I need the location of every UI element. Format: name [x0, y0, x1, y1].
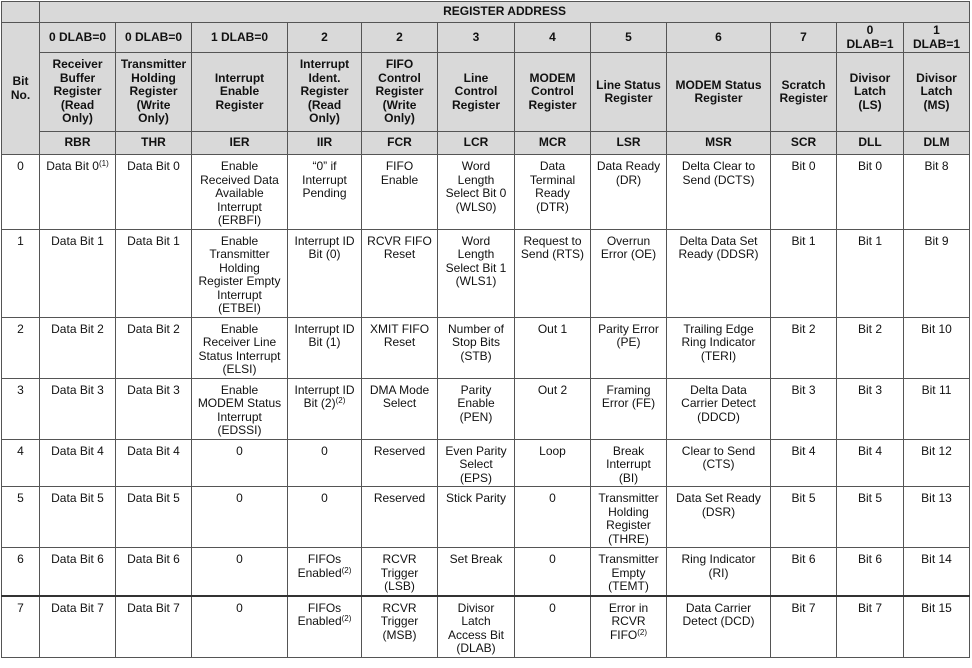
- register-address: 1 DLAB=1: [904, 23, 970, 53]
- cell-text: 0: [549, 491, 556, 505]
- table-cell: [837, 317, 904, 378]
- table-cell: [40, 548, 116, 596]
- table-cell: [192, 596, 288, 658]
- table-cell: [667, 596, 771, 658]
- table-cell: [515, 439, 591, 487]
- table-cell: [904, 229, 970, 317]
- abbreviation-row: [2, 132, 970, 155]
- table-cell: [667, 155, 771, 230]
- table-cell: [904, 378, 970, 439]
- register-name: Interrupt Enable Register: [192, 53, 288, 132]
- cell-text: Bit 2: [791, 321, 816, 336]
- table-cell: [438, 548, 515, 596]
- cell-text: Data Bit 3: [127, 382, 180, 397]
- cell-text: Enable Received Data Available Interrupt (ERBFI): [200, 159, 279, 227]
- cell-text: Bit 11: [921, 382, 952, 397]
- cell-text: FIFOs Enabled: [297, 552, 342, 580]
- table-cell: [362, 548, 438, 596]
- cell-text: Parity Enable (PEN): [457, 382, 495, 424]
- cell-text: Bit 0: [857, 159, 882, 173]
- cell-text: Bit 0: [791, 159, 816, 173]
- table-cell: [116, 229, 192, 317]
- table-cell: [288, 155, 362, 230]
- table-cell: [288, 548, 362, 596]
- register-table: [1, 1, 970, 658]
- table-cell: [667, 378, 771, 439]
- cell-text: FIFO Enable: [380, 159, 419, 187]
- table-cell: [40, 596, 116, 658]
- table-cell: [192, 378, 288, 439]
- cell-text: Data Bit 6: [127, 552, 180, 566]
- cell-text: Data Bit 4: [127, 443, 180, 458]
- cell-text: Data Ready (DR): [596, 159, 661, 187]
- table-row: [2, 548, 970, 596]
- register-address-title: REGISTER ADDRESS: [40, 2, 970, 23]
- table-cell: [837, 596, 904, 658]
- cell-text: Data Set Ready (DSR): [676, 491, 761, 519]
- cell-text: Bit 10: [921, 321, 952, 336]
- cell-text: 0: [236, 443, 243, 458]
- cell-text: Bit 1: [791, 233, 816, 248]
- cell-text: Bit 4: [791, 443, 816, 458]
- cell-text: RCVR Trigger (MSB): [380, 600, 419, 642]
- table-cell: [192, 439, 288, 487]
- cell-text: Data Bit 3: [51, 382, 104, 397]
- table-cell: [771, 155, 837, 230]
- cell-text: Out 2: [537, 382, 568, 397]
- register-abbreviation: SCR: [771, 132, 837, 155]
- table-cell: [116, 548, 192, 596]
- footnote-marker: (2): [341, 614, 352, 623]
- cell-text: Bit 3: [791, 382, 816, 397]
- table-cell: [362, 487, 438, 548]
- cell-text: Framing Error (FE): [601, 382, 656, 410]
- bit-number-cell: 1: [2, 229, 40, 317]
- table-cell: [116, 155, 192, 230]
- title-row: [2, 2, 970, 23]
- cell-text: Interrupt ID Bit (2): [294, 382, 355, 410]
- table-cell: [288, 596, 362, 658]
- table-cell: [40, 155, 116, 230]
- cell-text: Enable MODEM Status Interrupt (EDSSI): [197, 382, 282, 437]
- bit-number-cell: 4: [2, 439, 40, 487]
- register-name: MODEM Control Register: [515, 53, 591, 132]
- cell-text: Data Bit 5: [51, 491, 104, 505]
- cell-text: 0: [549, 600, 556, 615]
- table-cell: [362, 317, 438, 378]
- register-address: 2: [288, 23, 362, 53]
- register-name: MODEM Status Register: [667, 53, 771, 132]
- cell-text: Reserved: [373, 443, 426, 458]
- cell-text: “0” if Interrupt Pending: [302, 159, 347, 200]
- table-cell: [288, 487, 362, 548]
- table-row: [2, 487, 970, 548]
- cell-text: Enable Transmitter Holding Register Empty Interrupt (ETBEI): [198, 233, 281, 315]
- cell-text: Parity Error (PE): [598, 321, 659, 349]
- cell-text: Bit 5: [857, 491, 882, 505]
- table-cell: [438, 487, 515, 548]
- cell-text: Data Bit 0: [127, 159, 180, 173]
- table-cell: [116, 439, 192, 487]
- table-cell: [116, 487, 192, 548]
- bit-number-cell: 2: [2, 317, 40, 378]
- cell-text: Error in RCVR FIFO: [608, 600, 649, 642]
- table-row: [2, 378, 970, 439]
- cell-text: Interrupt ID Bit (1): [294, 321, 355, 349]
- cell-text: Bit 5: [791, 491, 816, 505]
- cell-text: Number of Stop Bits (STB): [447, 321, 505, 363]
- table-cell: [438, 596, 515, 658]
- register-name: Scratch Register: [771, 53, 837, 132]
- table-cell: [116, 378, 192, 439]
- table-cell: [116, 317, 192, 378]
- table-cell: [771, 548, 837, 596]
- register-abbreviation: MCR: [515, 132, 591, 155]
- cell-text: Data Bit 7: [127, 600, 180, 615]
- table-cell: [591, 596, 667, 658]
- register-name: Receiver Buffer Register (Read Only): [40, 53, 116, 132]
- table-cell: [771, 487, 837, 548]
- register-abbreviation: IIR: [288, 132, 362, 155]
- bit-number-cell: 0: [2, 155, 40, 230]
- table-cell: [591, 487, 667, 548]
- cell-text: Stick Parity: [445, 491, 506, 505]
- table-cell: [591, 548, 667, 596]
- register-address: 0 DLAB=0: [116, 23, 192, 53]
- cell-text: 0: [549, 552, 556, 566]
- register-name: Interrupt Ident. Register (Read Only): [288, 53, 362, 132]
- table-cell: [192, 487, 288, 548]
- register-address: 7: [771, 23, 837, 53]
- table-row: [2, 229, 970, 317]
- table-cell: [288, 317, 362, 378]
- table-cell: [362, 439, 438, 487]
- table-cell: [515, 596, 591, 658]
- cell-text: XMIT FIFO Reset: [369, 321, 430, 349]
- cell-text: Bit 9: [924, 233, 949, 248]
- table-cell: [771, 596, 837, 658]
- table-cell: [591, 378, 667, 439]
- register-address: 0 DLAB=0: [40, 23, 116, 53]
- table-cell: [40, 487, 116, 548]
- table-cell: [591, 155, 667, 230]
- table-cell: [116, 596, 192, 658]
- table-cell: [591, 439, 667, 487]
- table-cell: [904, 439, 970, 487]
- bit-number-cell: 5: [2, 487, 40, 548]
- cell-text: Transmitter Holding Register (THRE): [598, 491, 659, 546]
- table-cell: [591, 317, 667, 378]
- table-cell: [667, 487, 771, 548]
- cell-text: Bit 15: [921, 600, 952, 615]
- cell-text: Break Interrupt (BI): [606, 443, 651, 485]
- cell-text: 0: [236, 552, 243, 566]
- register-name: FIFO Control Register (Write Only): [362, 53, 438, 132]
- register-name: Divisor Latch (LS): [837, 53, 904, 132]
- table-cell: [362, 378, 438, 439]
- bit-number-cell: 7: [2, 596, 40, 658]
- cell-text: Loop: [539, 443, 566, 458]
- register-abbreviation: RBR: [40, 132, 116, 155]
- cell-text: Bit 13: [921, 491, 952, 505]
- table-cell: [667, 548, 771, 596]
- cell-text: Data Bit 1: [51, 233, 104, 248]
- cell-text: Delta Data Set Ready (DDSR): [678, 233, 759, 261]
- table-cell: [904, 155, 970, 230]
- cell-text: Divisor Latch Access Bit (DLAB): [447, 600, 504, 655]
- table-cell: [362, 155, 438, 230]
- cell-text: Transmitter Empty (TEMT): [598, 552, 659, 593]
- table-cell: [438, 155, 515, 230]
- cell-text: Data Carrier Detect (DCD): [682, 600, 755, 628]
- cell-text: Bit 7: [857, 600, 882, 615]
- register-abbreviation: DLM: [904, 132, 970, 155]
- table-cell: [904, 487, 970, 548]
- footnote-marker: (2): [335, 396, 346, 405]
- cell-text: Delta Data Carrier Detect (DDCD): [681, 382, 756, 424]
- cell-text: Set Break: [449, 552, 503, 566]
- register-address: 4: [515, 23, 591, 53]
- register-abbreviation: IER: [192, 132, 288, 155]
- register-abbreviation: MSR: [667, 132, 771, 155]
- bit-number-cell: 6: [2, 548, 40, 596]
- table-cell: [515, 378, 591, 439]
- table-cell: [288, 229, 362, 317]
- cell-text: RCVR Trigger (LSB): [380, 552, 419, 593]
- table-cell: [515, 317, 591, 378]
- cell-text: Data Bit 2: [51, 321, 104, 336]
- register-name: Divisor Latch (MS): [904, 53, 970, 132]
- register-abbreviation: THR: [116, 132, 192, 155]
- cell-text: Bit 6: [791, 552, 816, 566]
- cell-text: Ring Indicator (RI): [681, 552, 756, 580]
- table-cell: [667, 317, 771, 378]
- table-cell: [40, 317, 116, 378]
- cell-text: Clear to Send (CTS): [681, 443, 756, 471]
- table-body: [2, 155, 970, 658]
- table-cell: [40, 439, 116, 487]
- cell-text: Enable Receiver Line Status Interrupt (ELSI): [198, 321, 281, 376]
- table-cell: [288, 439, 362, 487]
- cell-text: 0: [236, 600, 243, 615]
- table-cell: [591, 229, 667, 317]
- table-cell: [515, 155, 591, 230]
- footnote-marker: (2): [341, 565, 352, 575]
- cell-text: Data Bit 6: [51, 552, 104, 566]
- cell-text: Data Bit 4: [51, 443, 104, 458]
- register-name: Line Control Register: [438, 53, 515, 132]
- table-cell: [192, 229, 288, 317]
- cell-text: Bit 12: [921, 443, 952, 458]
- cell-text: Bit 1: [857, 233, 882, 248]
- cell-text: Data Bit 5: [127, 491, 180, 505]
- table-cell: [438, 378, 515, 439]
- register-abbreviation: FCR: [362, 132, 438, 155]
- table-cell: [515, 487, 591, 548]
- register-address: 0 DLAB=1: [837, 23, 904, 53]
- table-cell: [362, 596, 438, 658]
- table-cell: [771, 439, 837, 487]
- cell-text: Out 1: [537, 321, 568, 336]
- cell-text: Bit 8: [924, 159, 949, 173]
- cell-text: Interrupt ID Bit (0): [294, 233, 355, 261]
- table-cell: [40, 229, 116, 317]
- table-row: [2, 155, 970, 230]
- table-cell: [904, 548, 970, 596]
- table-cell: [837, 548, 904, 596]
- table-cell: [904, 317, 970, 378]
- table-cell: [438, 439, 515, 487]
- table-cell: [771, 317, 837, 378]
- register-name-row: [2, 53, 970, 132]
- table-cell: [362, 229, 438, 317]
- table-cell: [515, 548, 591, 596]
- cell-text: Delta Clear to Send (DCTS): [681, 159, 756, 187]
- cell-text: Data Terminal Ready (DTR): [529, 159, 576, 214]
- bit-number-cell: 3: [2, 378, 40, 439]
- cell-text: Reserved: [373, 491, 426, 505]
- table-row: [2, 439, 970, 487]
- cell-text: Trailing Edge Ring Indicator (TERI): [681, 321, 756, 363]
- table-cell: [667, 229, 771, 317]
- table-cell: [771, 378, 837, 439]
- footnote-marker: (1): [98, 159, 109, 168]
- table-cell: [667, 439, 771, 487]
- cell-text: Word Length Select Bit 0 (WLS0): [445, 159, 507, 214]
- cell-text: Bit 7: [791, 600, 816, 615]
- table-cell: [192, 548, 288, 596]
- cell-text: Data Bit 1: [127, 233, 180, 248]
- table-row: [2, 596, 970, 658]
- register-address: 5: [591, 23, 667, 53]
- cell-text: Bit 6: [857, 552, 882, 566]
- cell-text: Word Length Select Bit 1 (WLS1): [445, 233, 507, 288]
- table-cell: [192, 317, 288, 378]
- register-abbreviation: LSR: [591, 132, 667, 155]
- table-cell: [515, 229, 591, 317]
- cell-text: Request to Send (RTS): [520, 233, 585, 261]
- cell-text: Data Bit 7: [51, 600, 104, 615]
- address-row: [2, 23, 970, 53]
- table-cell: [771, 229, 837, 317]
- cell-text: Bit 3: [857, 382, 882, 397]
- cell-text: RCVR FIFO Reset: [367, 233, 432, 261]
- register-abbreviation: LCR: [438, 132, 515, 155]
- cell-text: FIFOs Enabled: [297, 600, 342, 628]
- table-cell: [837, 487, 904, 548]
- register-name: Transmitter Holding Register (Write Only): [116, 53, 192, 132]
- cell-text: Overrun Error (OE): [600, 233, 657, 261]
- table-row: [2, 317, 970, 378]
- cell-text: Even Parity Select (EPS): [445, 443, 507, 485]
- bit-number-header: Bit No.: [2, 23, 40, 155]
- table-cell: [40, 378, 116, 439]
- table-cell: [288, 378, 362, 439]
- register-name: Line Status Register: [591, 53, 667, 132]
- register-address: 3: [438, 23, 515, 53]
- cell-text: 0: [321, 491, 328, 505]
- table-cell: [837, 155, 904, 230]
- corner-cell: [2, 2, 40, 23]
- register-address: 1 DLAB=0: [192, 23, 288, 53]
- cell-text: Bit 4: [857, 443, 882, 458]
- cell-text: 0: [236, 491, 243, 505]
- table-cell: [438, 317, 515, 378]
- table-cell: [837, 378, 904, 439]
- cell-text: Bit 14: [921, 552, 952, 566]
- register-address: 6: [667, 23, 771, 53]
- table-cell: [192, 155, 288, 230]
- cell-text: Data Bit 2: [127, 321, 180, 336]
- cell-text: DMA Mode Select: [369, 382, 430, 410]
- table-header: [2, 2, 970, 155]
- register-abbreviation: DLL: [837, 132, 904, 155]
- cell-text: Bit 2: [857, 321, 882, 336]
- register-address: 2: [362, 23, 438, 53]
- table-cell: [837, 229, 904, 317]
- table-cell: [438, 229, 515, 317]
- cell-text: 0: [321, 443, 328, 458]
- table-cell: [904, 596, 970, 658]
- table-cell: [837, 439, 904, 487]
- cell-text: Data Bit 0: [46, 159, 99, 173]
- footnote-marker: (2): [637, 627, 648, 637]
